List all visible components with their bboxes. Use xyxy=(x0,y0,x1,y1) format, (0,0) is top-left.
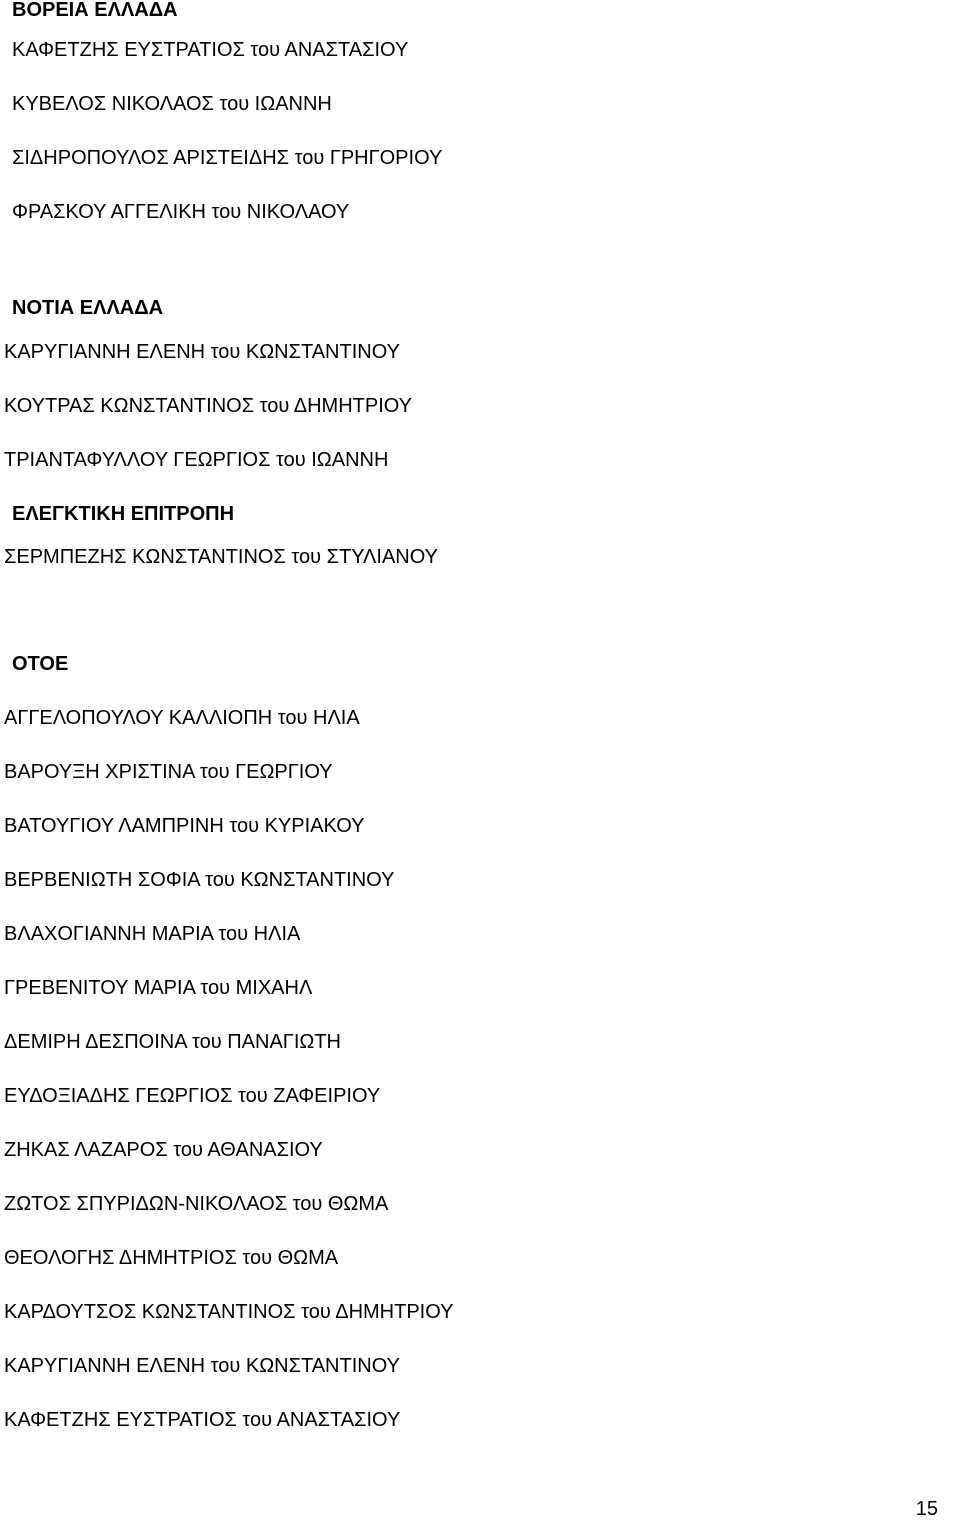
member-name: ΖΗΚΑΣ ΛΑΖΑΡΟΣ του ΑΘΑΝΑΣΙΟΥ xyxy=(4,1139,323,1161)
member-name: ΣΙΔΗΡΟΠΟΥΛΟΣ ΑΡΙΣΤΕΙΔΗΣ του ΓΡΗΓΟΡΙΟΥ xyxy=(12,147,443,169)
member-name: ΚΑΦΕΤΖΗΣ ΕΥΣΤΡΑΤΙΟΣ του ΑΝΑΣΤΑΣΙΟΥ xyxy=(12,39,409,61)
member-name: ΓΡΕΒΕΝΙΤΟΥ ΜΑΡΙΑ του ΜΙΧΑΗΛ xyxy=(4,977,313,999)
member-name: ΦΡΑΣΚΟΥ ΑΓΓΕΛΙΚΗ του ΝΙΚΟΛΑΟΥ xyxy=(12,201,350,223)
page-number: 15 xyxy=(915,1498,938,1520)
member-name: ΒΕΡΒΕΝΙΩΤΗ ΣΟΦΙΑ του ΚΩΝΣΤΑΝΤΙΝΟΥ xyxy=(4,869,395,891)
section-heading-audit: ΕΛΕΓΚΤΙΚΗ ΕΠΙΤΡΟΠΗ xyxy=(12,503,235,525)
member-name: ΚΑΡΥΓΙΑΝΝΗ ΕΛΕΝΗ του ΚΩΝΣΤΑΝΤΙΝΟΥ xyxy=(4,1355,400,1377)
member-name: ΑΓΓΕΛΟΠΟΥΛΟΥ ΚΑΛΛΙΟΠΗ του ΗΛΙΑ xyxy=(4,707,360,729)
member-name: ΒΛΑΧΟΓΙΑΝΝΗ ΜΑΡΙΑ του ΗΛΙΑ xyxy=(4,923,301,945)
member-name: ΤΡΙΑΝΤΑΦΥΛΛΟΥ ΓΕΩΡΓΙΟΣ του ΙΩΑΝΝΗ xyxy=(4,449,389,471)
member-name: ΒΑΡΟΥΞΗ ΧΡΙΣΤΙΝΑ του ΓΕΩΡΓΙΟΥ xyxy=(4,761,333,783)
member-name: ΕΥΔΟΞΙΑΔΗΣ ΓΕΩΡΓΙΟΣ του ΖΑΦΕΙΡΙΟΥ xyxy=(4,1085,381,1107)
member-name: ΚΟΥΤΡΑΣ ΚΩΝΣΤΑΝΤΙΝΟΣ του ΔΗΜΗΤΡΙΟΥ xyxy=(4,395,413,417)
section-heading-otoe: ΟΤΟΕ xyxy=(12,653,69,675)
section-heading-south: ΝΟΤΙΑ ΕΛΛΑΔΑ xyxy=(12,297,164,319)
member-name: ΔΕΜΙΡΗ ΔΕΣΠΟΙΝΑ του ΠΑΝΑΓΙΩΤΗ xyxy=(4,1031,341,1053)
member-name: ΚΑΡΔΟΥΤΣΟΣ ΚΩΝΣΤΑΝΤΙΝΟΣ του ΔΗΜΗΤΡΙΟΥ xyxy=(4,1301,454,1323)
member-name: ΖΩΤΟΣ ΣΠΥΡΙΔΩΝ-ΝΙΚΟΛΑΟΣ του ΘΩΜΑ xyxy=(4,1193,389,1215)
section-heading-north: ΒΟΡΕΙΑ ΕΛΛΑΔΑ xyxy=(12,0,178,21)
member-name: ΣΕΡΜΠΕΖΗΣ ΚΩΝΣΤΑΝΤΙΝΟΣ του ΣΤΥΛΙΑΝΟΥ xyxy=(4,546,438,568)
member-name: ΒΑΤΟΥΓΙΟΥ ΛΑΜΠΡΙΝΗ του ΚΥΡΙΑΚΟΥ xyxy=(4,815,365,837)
member-name: ΚΑΡΥΓΙΑΝΝΗ ΕΛΕΝΗ του ΚΩΝΣΤΑΝΤΙΝΟΥ xyxy=(4,341,400,363)
member-name: ΚΥΒΕΛΟΣ ΝΙΚΟΛΑΟΣ του ΙΩΑΝΝΗ xyxy=(12,93,332,115)
member-name: ΚΑΦΕΤΖΗΣ ΕΥΣΤΡΑΤΙΟΣ του ΑΝΑΣΤΑΣΙΟΥ xyxy=(4,1409,401,1431)
member-name: ΘΕΟΛΟΓΗΣ ΔΗΜΗΤΡΙΟΣ του ΘΩΜΑ xyxy=(4,1247,339,1269)
